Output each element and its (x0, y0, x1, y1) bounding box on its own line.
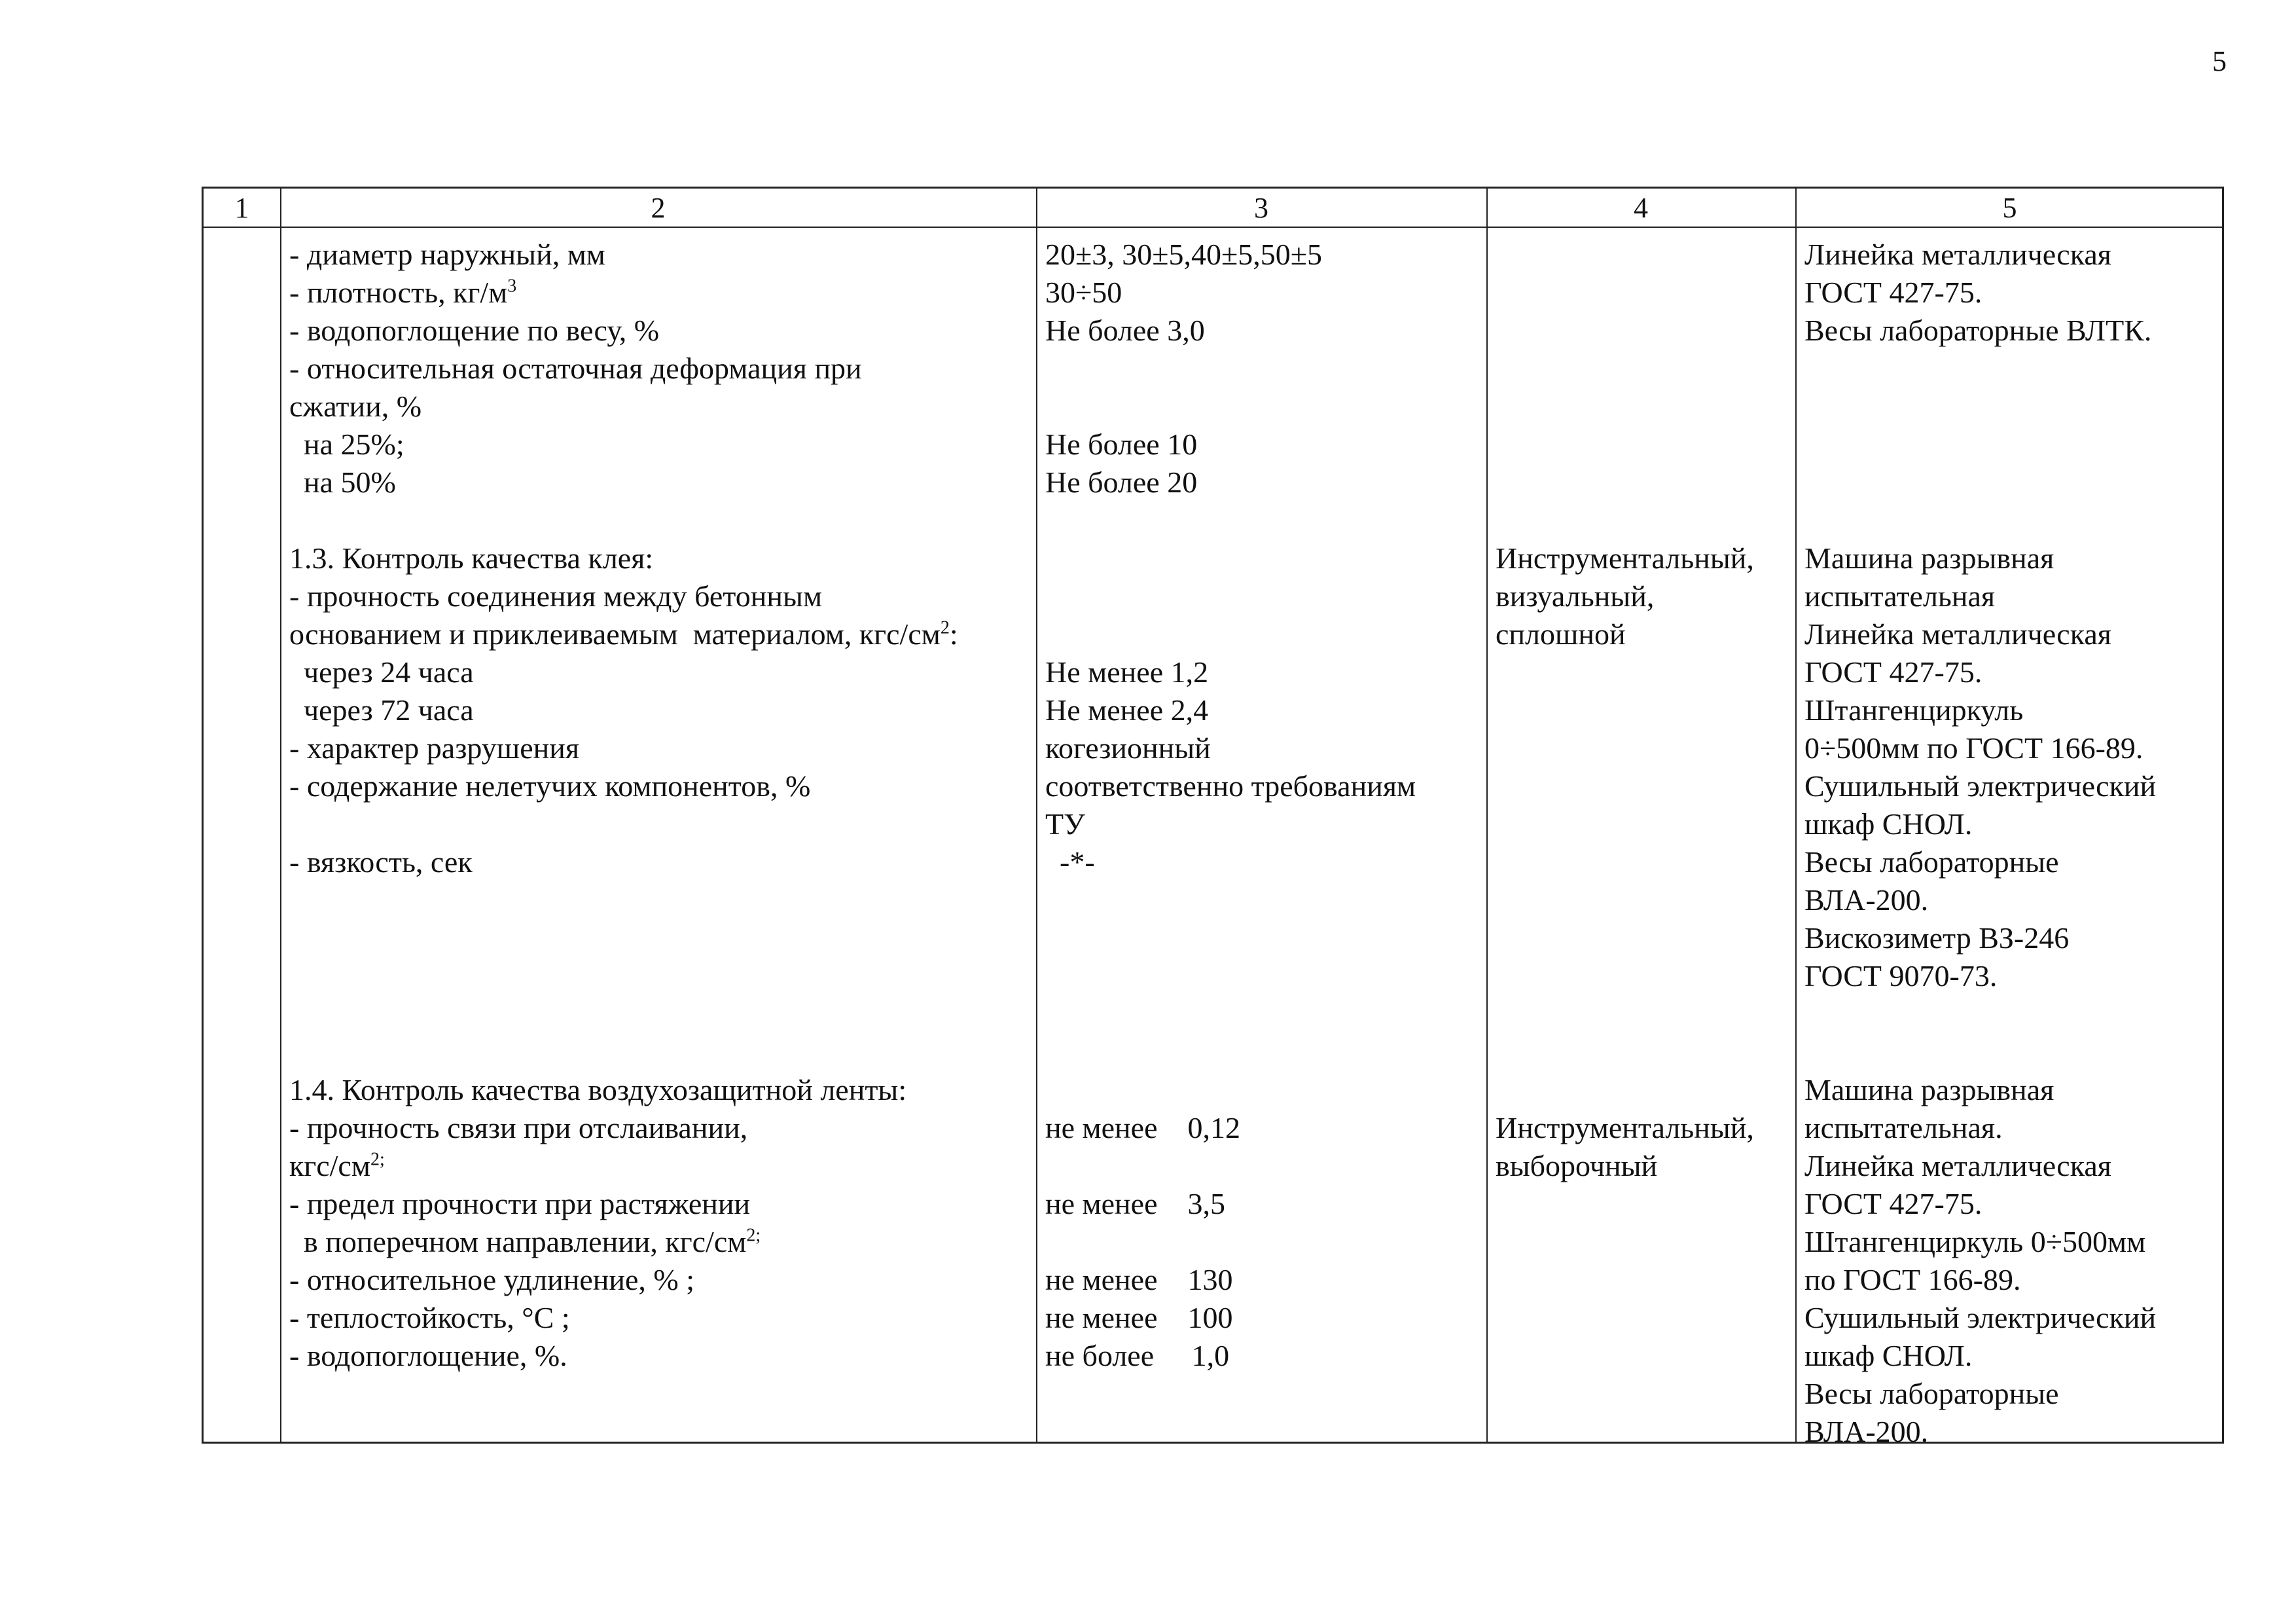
instrument-line: Линейка металлическая (1804, 617, 2111, 651)
param-line: - водопоглощение по весу, % (289, 314, 660, 347)
value-line: Не более 20 (1045, 465, 1198, 499)
value-line: не менее 0,12 (1045, 1111, 1241, 1144)
value-line: 20±3, 30±5,40±5,50±5 (1045, 238, 1322, 271)
param-line: через 24 часа (304, 655, 474, 689)
instrument-line: Весы лабораторные (1804, 845, 2059, 879)
value-line: не более 1,0 (1045, 1339, 1230, 1372)
value-line: 30÷50 (1045, 276, 1122, 309)
page-number: 5 (2212, 45, 2227, 77)
method-line: Инструментальный, (1496, 541, 1754, 575)
param-line: - предел прочности при растяжении (289, 1187, 751, 1220)
header-col-1: 1 (234, 192, 249, 224)
instrument-line: ГОСТ 427-75. (1804, 276, 1982, 309)
value-line: -*- (1060, 845, 1095, 879)
param-line: - теплостойкость, °С ; (289, 1301, 570, 1334)
param-line: - прочность связи при отслаивании, (289, 1111, 748, 1144)
method-line: визуальный, (1496, 579, 1655, 613)
instrument-line: ВЛА-200. (1804, 883, 1929, 917)
instrument-line: Вискозиметр ВЗ-246 (1804, 921, 2070, 955)
param-line: кгс/$см^{2;}$ (289, 1149, 385, 1182)
param-line: - относительная остаточная деформация при (289, 352, 862, 385)
instrument-line: Весы лабораторные (1804, 1377, 2059, 1410)
instrument-line: испытательная (1804, 579, 1996, 613)
param-line: основанием и приклеиваемым материалом, кгс/$см^2$: (289, 617, 958, 651)
instrument-line: Машина разрывная (1804, 1073, 2054, 1106)
instrument-line: шкаф СНОЛ. (1804, 807, 1973, 841)
param-line: - плотность, $кг/м^3$ (289, 276, 517, 309)
value-line: Не более 3,0 (1045, 314, 1205, 347)
section-title: 1.3. Контроль качества клея: (289, 541, 654, 575)
param-line: на 25%; (304, 428, 404, 461)
value-line: ТУ (1045, 807, 1085, 841)
method-line: выборочный (1496, 1149, 1658, 1182)
header-col-4: 4 (1634, 192, 1648, 224)
value-line: Не более 10 (1045, 428, 1198, 461)
instrument-line: ГОСТ 9070-73. (1804, 959, 1998, 993)
value-line: соответственно требованиям (1045, 769, 1416, 803)
parameters-cell (280, 228, 1036, 1442)
instrument-line: Сушильный электрический (1804, 1301, 2157, 1334)
control-method-cell (1486, 228, 1795, 1442)
param-line: в поперечном направлении, кгс/$см^{2;}$ (304, 1225, 761, 1258)
method-line: сплошной (1496, 617, 1626, 651)
header-col-3: 3 (1254, 192, 1268, 224)
instrument-line: ВЛА-200. (1804, 1415, 1929, 1448)
value-line: не менее 130 (1045, 1263, 1233, 1296)
header-col-2: 2 (651, 192, 666, 224)
instrument-line: 0÷500мм по ГОСТ 166-89. (1804, 731, 2144, 765)
param-line: - водопоглощение, %. (289, 1339, 567, 1372)
value-line: Не менее 1,2 (1045, 655, 1209, 689)
param-line: через 72 часа (304, 693, 474, 727)
instrument-line: шкаф СНОЛ. (1804, 1339, 1973, 1372)
value-line: Не менее 2,4 (1045, 693, 1209, 727)
param-line: - вязкость, сек (289, 845, 473, 879)
instrument-line: Линейка металлическая (1804, 1149, 2111, 1182)
param-line: - содержание нелетучих компонентов, % (289, 769, 811, 803)
param-line: на 50% (304, 465, 396, 499)
method-line: Инструментальный, (1496, 1111, 1754, 1144)
instruments-cell (1795, 228, 2224, 1448)
instrument-line: Линейка металлическая (1804, 238, 2111, 271)
param-line: - диаметр наружный, мм (289, 238, 605, 271)
value-line: не менее 100 (1045, 1301, 1233, 1334)
param-line: - относительное удлинение, % ; (289, 1263, 695, 1296)
value-line: не менее 3,5 (1045, 1187, 1226, 1220)
instrument-line: ГОСТ 427-75. (1804, 655, 1982, 689)
instrument-line: испытательная. (1804, 1111, 2003, 1144)
instrument-line: Машина разрывная (1804, 541, 2054, 575)
requirements-table (202, 187, 2224, 1448)
param-line: - прочность соединения между бетонным (289, 579, 823, 613)
param-line: сжатии, % (289, 390, 422, 423)
instrument-line: Штангенциркуль 0÷500мм (1804, 1225, 2146, 1258)
instrument-line: Штангенциркуль (1804, 693, 2024, 727)
instrument-line: Весы лабораторные ВЛТК. (1804, 314, 2152, 347)
header-col-5: 5 (2002, 192, 2017, 224)
instrument-line: по ГОСТ 166-89. (1804, 1263, 2021, 1296)
values-cell (1036, 228, 1486, 1442)
param-line: - характер разрушения (289, 731, 580, 765)
section-title: 1.4. Контроль качества воздухозащитной ленты: (289, 1073, 907, 1106)
value-line: когезионный (1045, 731, 1211, 765)
instrument-line: ГОСТ 427-75. (1804, 1187, 1982, 1220)
instrument-line: Сушильный электрический (1804, 769, 2157, 803)
